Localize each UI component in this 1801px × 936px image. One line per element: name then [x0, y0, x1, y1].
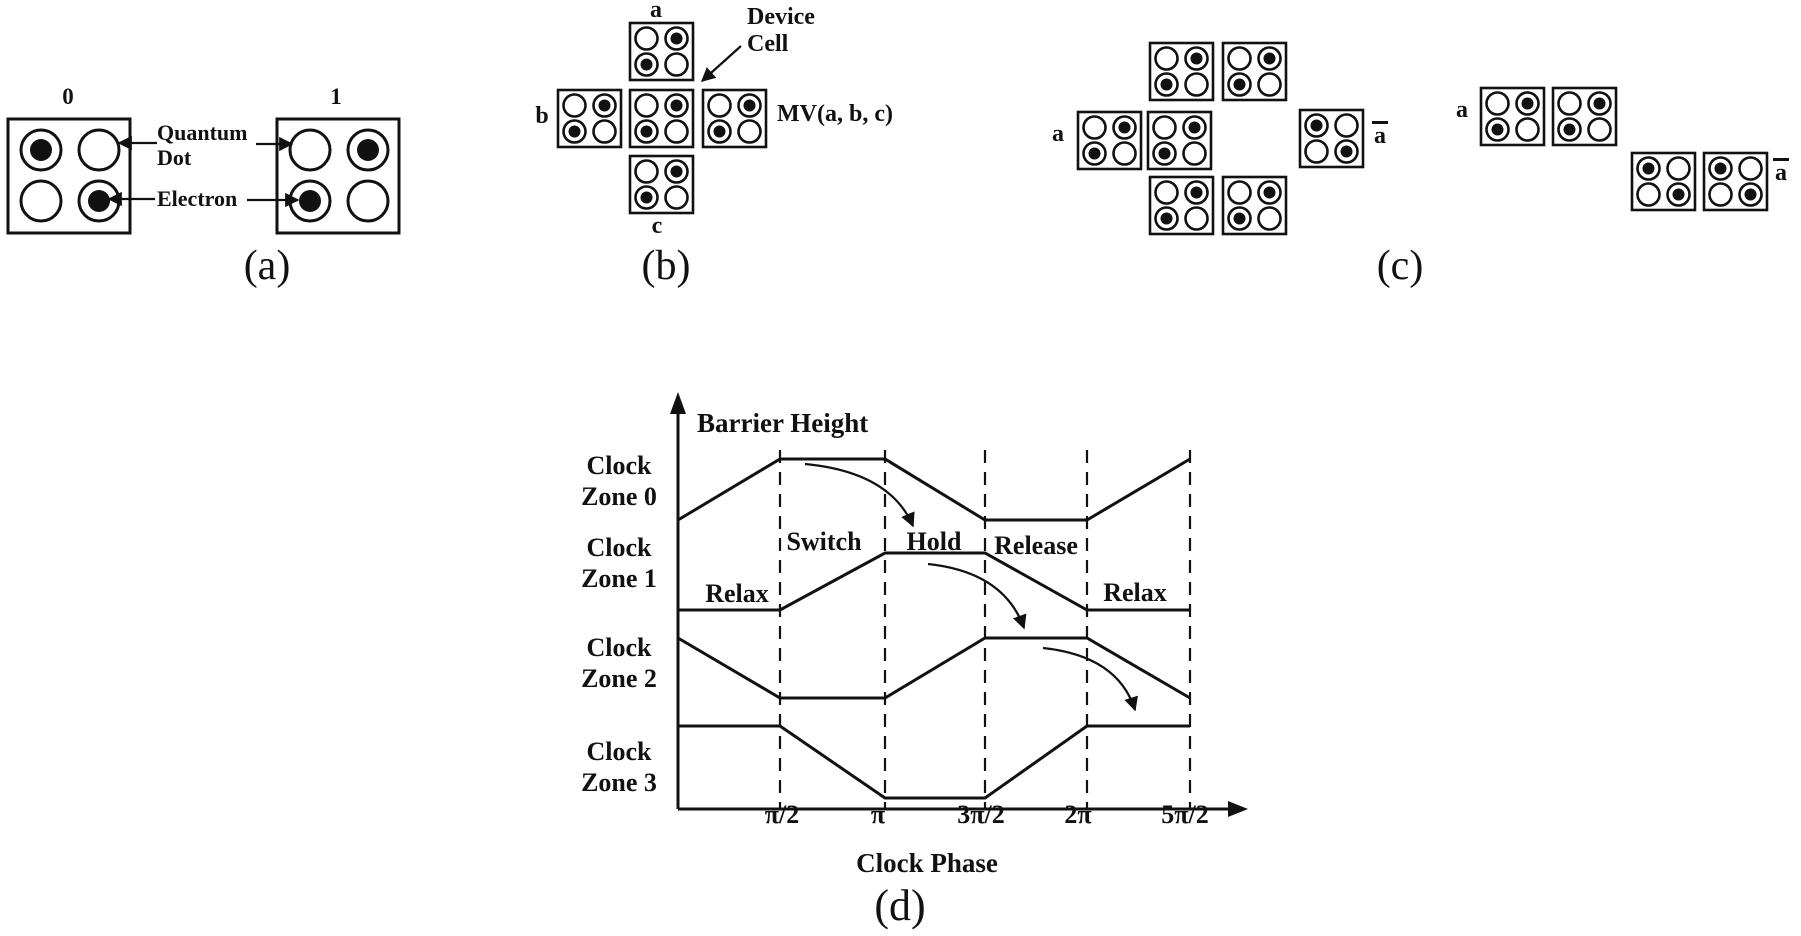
- zone-2-label-line1: Clock: [586, 633, 652, 662]
- zone-3-label: [557, 736, 681, 798]
- waveform-2: [678, 638, 1190, 698]
- device-cell-label-line2: Cell: [747, 31, 789, 57]
- quantum-dot-label-line1: Quantum: [157, 120, 248, 145]
- zone-2-label-line2: Zone 2: [581, 664, 657, 693]
- x-tick-pi-half: π/2: [764, 800, 800, 829]
- qca-cell-state-1: [1150, 43, 1213, 100]
- qca-cell-state-1: [1223, 177, 1286, 234]
- qca-cell-state-1: [1078, 112, 1141, 169]
- zone-0-label: [557, 450, 681, 512]
- x-tick-5pi-half: 5π/2: [1161, 800, 1209, 829]
- waveform-3: [678, 726, 1190, 798]
- qca-cell-state-0: [8, 119, 130, 233]
- caption-c: (c): [1376, 243, 1424, 289]
- qca-cell-state-0: [1300, 110, 1363, 167]
- x-tick-2pi: 2π: [1064, 800, 1092, 829]
- x-tick-pi: π: [870, 800, 886, 829]
- inverter-input-label: a: [1052, 121, 1064, 147]
- qca-cell-state-1: [1553, 88, 1616, 145]
- corner-output-overbar: a: [1775, 160, 1787, 186]
- qca-cell-state-1: [1481, 88, 1544, 145]
- qca-cell-state-1: [277, 119, 399, 233]
- caption-a: (a): [243, 243, 291, 289]
- quantum-dot-label-line2: Dot: [157, 145, 192, 170]
- device-cell-label: [747, 4, 815, 58]
- qca-cell-state-1: [1150, 177, 1213, 234]
- mv-output-label: MV(a, b, c): [777, 101, 893, 127]
- device-cell-label-line1: Device: [747, 4, 815, 30]
- zone-2-label: [557, 632, 681, 694]
- cell1-bit-label: 1: [330, 84, 342, 109]
- mv-input-c-label: c: [651, 213, 663, 239]
- caption-b: (b): [641, 243, 691, 289]
- zone-3-label-line2: Zone 3: [581, 768, 657, 797]
- y-axis-label: Barrier Height: [697, 408, 869, 438]
- quantum-dot-label: [157, 120, 247, 170]
- qca-cell-state-1: [558, 90, 621, 147]
- qca-cells: [8, 23, 1767, 234]
- zone-3-label-line1: Clock: [586, 737, 652, 766]
- phase-release-label: Release: [994, 531, 1078, 560]
- caption-d: (d): [874, 881, 926, 930]
- x-tick-3pi-half: 3π/2: [957, 800, 1005, 829]
- waveform-0: [678, 459, 1190, 520]
- phase-switch-label: Switch: [786, 527, 862, 556]
- clock-transfer-arrow: [805, 464, 913, 526]
- phase-hold-label: Hold: [906, 527, 962, 556]
- qca-cell-state-1: [703, 90, 766, 147]
- zone-1-label-line2: Zone 1: [581, 564, 657, 593]
- corner-output-label: [1773, 158, 1789, 187]
- clock-zone-waveforms: [678, 459, 1190, 798]
- zone-1-label-line1: Clock: [586, 533, 652, 562]
- mv-input-a-label: a: [650, 0, 662, 23]
- phase-relax-right-label: Relax: [1103, 578, 1167, 607]
- qca-cell-state-0: [1704, 153, 1767, 210]
- qca-cell-state-0: [1632, 153, 1695, 210]
- qca-cell-state-1: [630, 90, 693, 147]
- qca-cell-state-1: [630, 23, 693, 80]
- corner-input-label: a: [1456, 97, 1468, 123]
- qca-cell-state-1: [630, 156, 693, 213]
- zone-0-label-line1: Clock: [586, 451, 652, 480]
- qca-cell-state-1: [1223, 43, 1286, 100]
- zone-1-label: [557, 532, 681, 594]
- electron-label: Electron: [157, 186, 238, 211]
- clock-phase-gridlines: [780, 450, 1190, 809]
- inverter-output-label: [1372, 121, 1388, 150]
- clock-transfer-arrow: [928, 564, 1024, 628]
- mv-input-b-label: b: [535, 103, 549, 129]
- inverter-output-overbar: a: [1374, 123, 1386, 149]
- qca-cell-state-1: [1148, 112, 1211, 169]
- zone-0-label-line2: Zone 0: [581, 482, 657, 511]
- phase-relax-left-label: Relax: [705, 579, 769, 608]
- cell0-bit-label: 0: [62, 84, 74, 109]
- x-axis-label: Clock Phase: [856, 848, 998, 878]
